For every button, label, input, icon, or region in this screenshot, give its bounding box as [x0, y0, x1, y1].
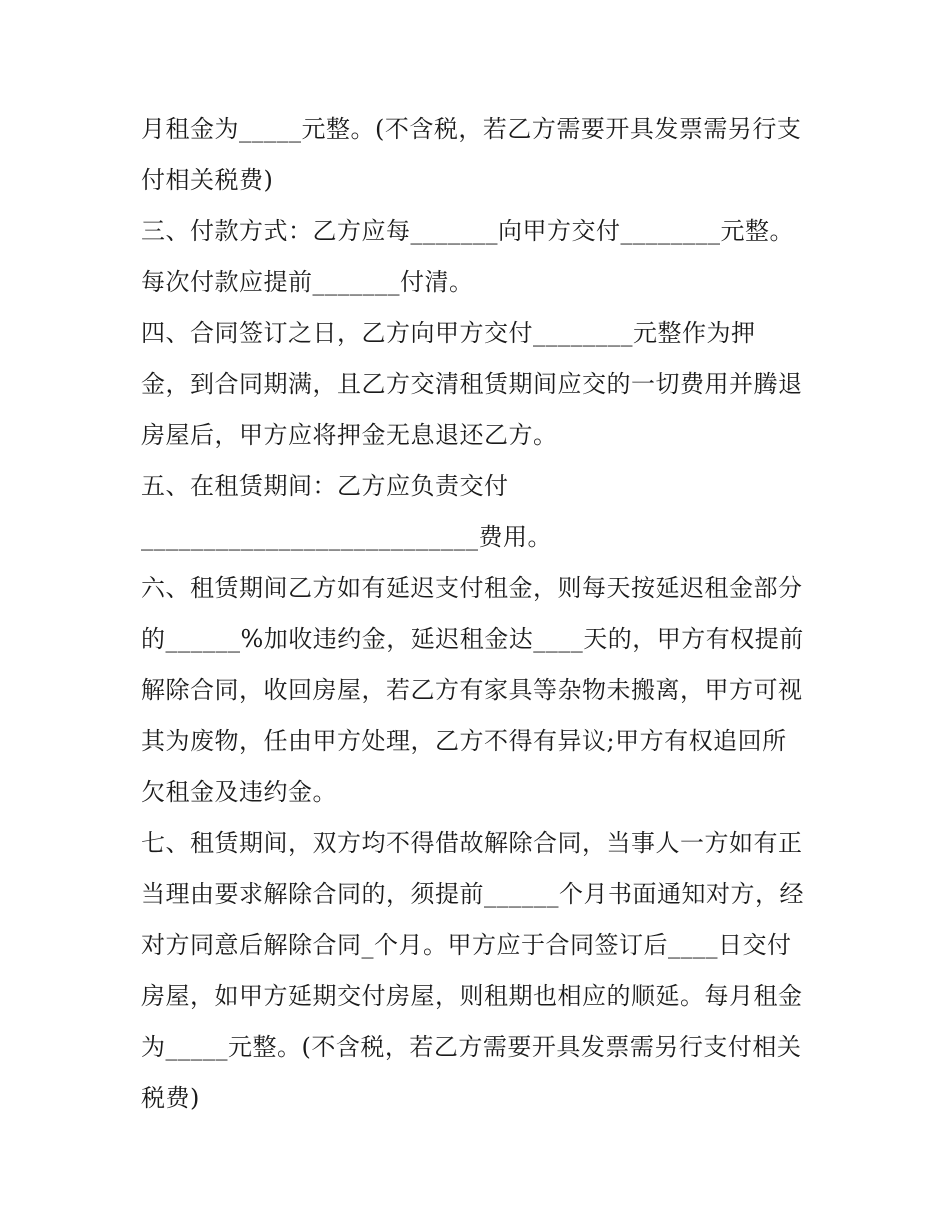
- text-line: 房屋，如甲方延期交付房屋，则租期也相应的顺延。每月租金: [141, 982, 803, 1010]
- text-line: 的______%加收违约金，延迟租金达____天的，甲方有权提前: [141, 625, 804, 653]
- text-line: 当理由要求解除合同的，须提前______个月书面通知对方，经: [141, 880, 804, 908]
- text-line: 解除合同，收回房屋，若乙方有家具等杂物未搬离，甲方可视: [141, 676, 803, 704]
- text-line: 其为废物，任由甲方处理，乙方不得有异议;甲方有权追回所: [141, 727, 787, 755]
- text-line: ___________________________费用。: [141, 523, 552, 551]
- text-line: 付相关税费): [141, 166, 274, 194]
- text-line: 每次付款应提前_______付清。: [141, 268, 474, 296]
- text-line: 七、租赁期间，双方均不得借故解除合同，当事人一方如有正: [141, 829, 803, 857]
- contract-text-body: [141, 104, 821, 1124]
- text-line: 为_____元整。(不含税，若乙方需要开具发票需另行支付相关: [141, 1033, 802, 1061]
- text-line: 对方同意后解除合同_个月。甲方应于合同签订后____日交付: [141, 931, 792, 959]
- text-line: 五、在租赁期间：乙方应负责交付: [141, 472, 509, 500]
- text-line: 四、合同签订之日，乙方向甲方交付________元整作为押: [141, 319, 756, 347]
- text-line: 三、付款方式：乙方应每_______向甲方交付________元整。: [141, 217, 794, 245]
- text-line: 月租金为_____元整。(不含税，若乙方需要开具发票需另行支: [141, 115, 802, 143]
- text-line: 房屋后，甲方应将押金无息退还乙方。: [141, 421, 558, 449]
- text-line: 欠租金及违约金。: [141, 778, 337, 806]
- text-line: 税费): [141, 1084, 200, 1112]
- text-line: 金，到合同期满，且乙方交清租赁期间应交的一切费用并腾退: [141, 370, 803, 398]
- text-line: 六、租赁期间乙方如有延迟支付租金，则每天按延迟租金部分: [141, 574, 803, 602]
